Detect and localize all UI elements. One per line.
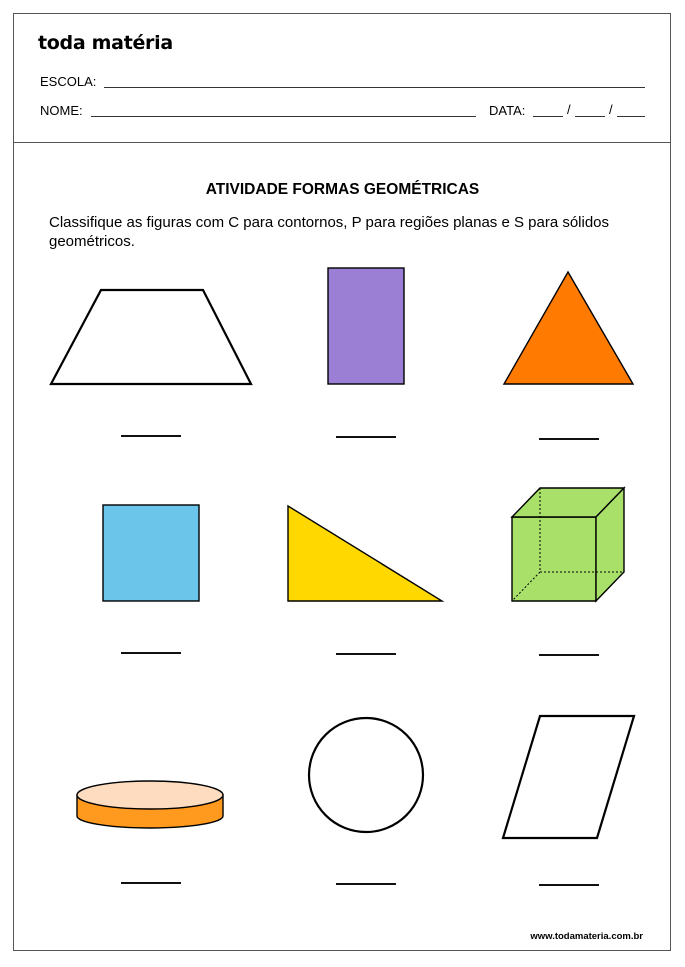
answer-blank-5[interactable] — [336, 653, 396, 655]
circle-figure — [309, 718, 423, 832]
school-label: ESCOLA: — [40, 74, 97, 89]
date-label: DATA: — [489, 103, 526, 118]
right-triangle-figure — [288, 506, 442, 601]
name-label: NOME: — [40, 103, 83, 118]
answer-blank-9[interactable] — [539, 884, 599, 886]
triangle-figure — [504, 272, 633, 384]
cube-figure — [512, 488, 624, 601]
logo: toda matéria — [38, 32, 173, 54]
answer-blank-8[interactable] — [336, 883, 396, 885]
answer-blank-3[interactable] — [539, 438, 599, 440]
square-figure — [103, 505, 199, 601]
rectangle-figure — [328, 268, 404, 384]
answer-blank-4[interactable] — [121, 652, 181, 654]
website-url: www.todamateria.com.br — [530, 931, 643, 942]
activity-instruction: Classifique as figuras com C para contornos, P para regiões planas e S para sólidos geométricos. — [49, 214, 610, 250]
parallelogram-figure — [503, 716, 634, 838]
answer-blank-7[interactable] — [121, 882, 181, 884]
activity-title: ATIVIDADE FORMAS GEOMÉTRICAS — [205, 181, 480, 198]
answer-blank-2[interactable] — [336, 436, 396, 438]
date-separator: / — [609, 102, 613, 117]
trapezoid-figure — [51, 290, 251, 384]
date-separator: / — [567, 102, 571, 117]
cylinder-figure — [77, 781, 223, 828]
answer-blank-1[interactable] — [121, 435, 181, 437]
answer-blank-6[interactable] — [539, 654, 599, 656]
